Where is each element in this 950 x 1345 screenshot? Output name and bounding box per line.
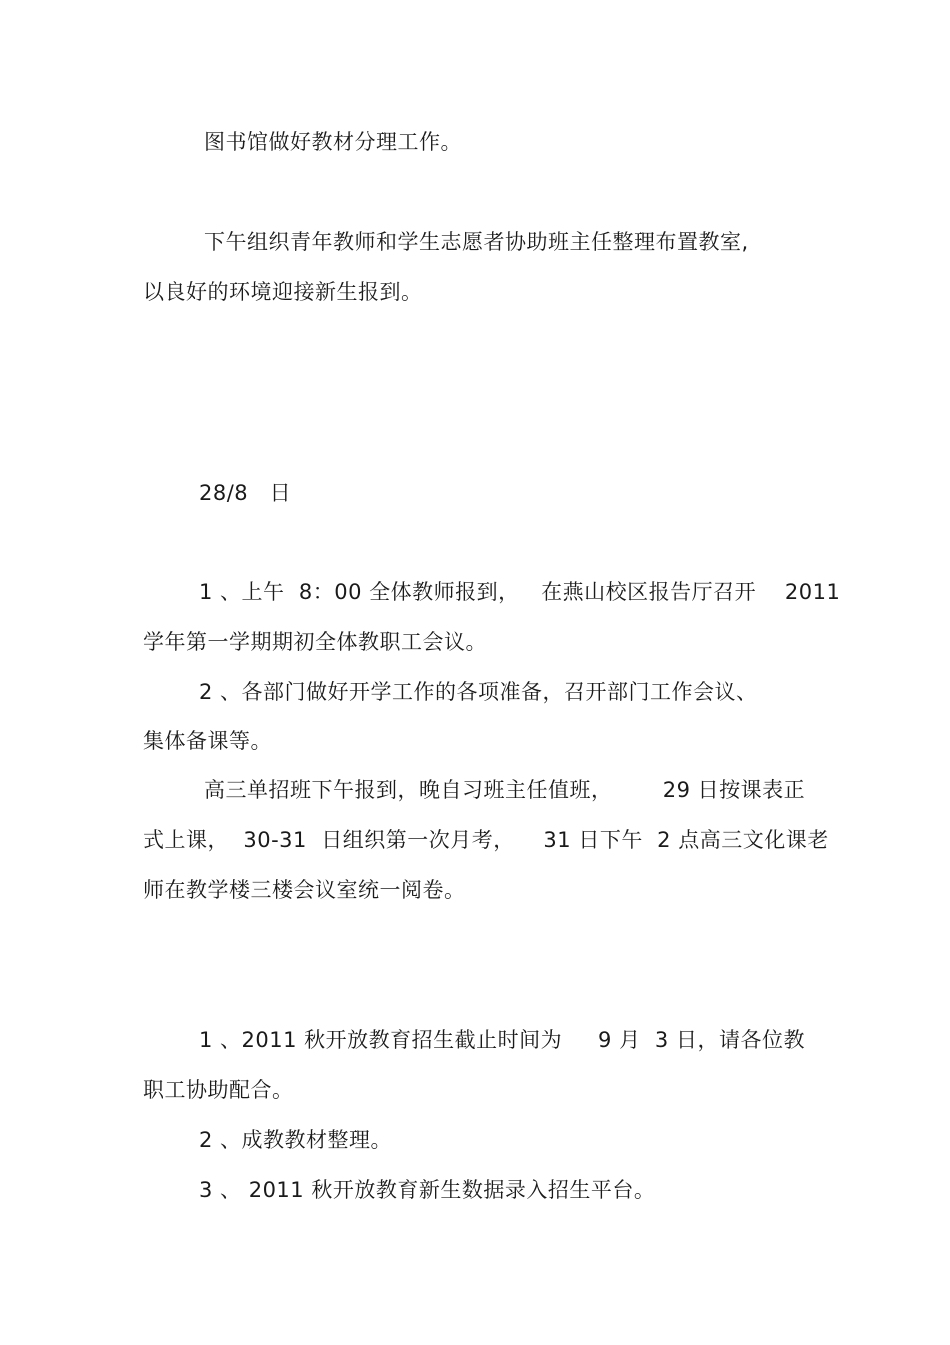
paragraph-line: 职工协助配合。	[143, 1078, 294, 1102]
date-heading: 28/8 日	[199, 481, 292, 505]
paragraph-line: 学年第一学期期初全体教职工会议。	[143, 630, 487, 654]
paragraph-line: 图书馆做好教材分理工作。	[204, 130, 462, 154]
paragraph-line: 下午组织青年教师和学生志愿者协助班主任整理布置教室,	[204, 230, 749, 254]
paragraph-line: 3 、 2011 秋开放教育新生数据录入招生平台。	[199, 1178, 656, 1202]
paragraph-line: 师在教学楼三楼会议室统一阅卷。	[143, 878, 466, 902]
paragraph-line: 2 、成教教材整理。	[199, 1128, 393, 1152]
paragraph-line: 以良好的环境迎接新生报到。	[143, 280, 423, 304]
paragraph-line: 高三单招班下午报到，晚自习班主任值班， 29 日按课表正	[204, 778, 806, 802]
paragraph-line: 1 、上午 8：00 全体教师报到， 在燕山校区报告厅召开 2011	[199, 580, 841, 604]
paragraph-line: 1 、2011 秋开放教育招生截止时间为 9 月 3 日，请各位教	[199, 1028, 805, 1052]
paragraph-line: 2 、各部门做好开学工作的各项准备，召开部门工作会议、	[199, 680, 758, 704]
paragraph-line: 式上课， 30-31 日组织第一次月考， 31 日下午 2 点高三文化课老	[143, 828, 829, 852]
paragraph-line: 集体备课等。	[143, 729, 272, 753]
